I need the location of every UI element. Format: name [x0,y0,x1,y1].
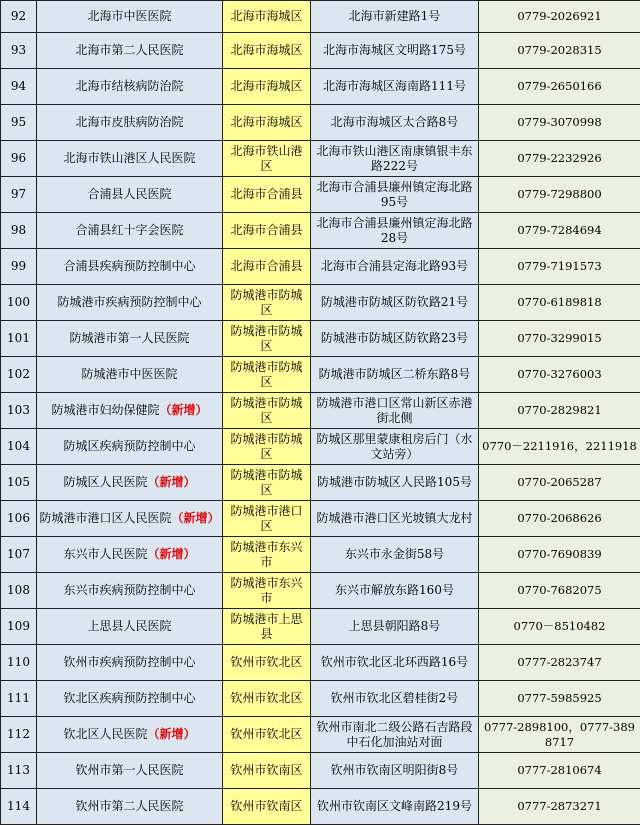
hospital-name-text: 东兴市人民医院 [63,547,147,561]
table-row [1,429,640,465]
hospital-name-text: 防城港市港口区人民医院 [39,511,171,525]
hospital-name-text: 北海市铁山港区人民医院 [63,151,195,165]
district: 防城港市防城区 [223,429,311,465]
table-row [1,141,640,177]
district: 钦州市钦南区 [223,753,311,789]
table-row [1,69,640,105]
table-row [1,465,640,501]
hospital-name [37,249,223,285]
phone-number: 0770-3276003 [479,357,640,393]
table-row [1,681,640,717]
table-row [1,33,640,69]
hospital-name [37,357,223,393]
district: 防城港市港口区 [223,501,311,537]
hospital-name [37,717,223,753]
address: 北海市合浦县定海北路93号 [311,249,479,285]
hospital-name [37,789,223,825]
address: 上思县朝阳路8号 [311,609,479,645]
table-row [1,177,640,213]
address: 北海市海城区太合路8号 [311,105,479,141]
hospital-name [37,213,223,249]
address: 北海市新建路1号 [311,1,479,33]
hospital-name-text: 北海市第二人民医院 [75,43,183,57]
district: 防城港市上思县 [223,609,311,645]
phone-number: 0777-2898100，0777-3898717 [479,717,640,753]
hospital-name [37,537,223,573]
address: 钦州市南北二级公路石吉路段中石化加油站对面 [311,717,479,753]
phone-number: 0770-7690839 [479,537,640,573]
row-number: 96 [1,141,37,177]
hospital-name-text: 合浦县人民医院 [87,187,171,201]
address: 北海市海城区文明路175号 [311,33,479,69]
district: 防城港市防城区 [223,393,311,429]
hospital-name [37,321,223,357]
row-number: 106 [1,501,37,537]
hospital-name-text: 钦州市第二人民医院 [75,799,183,813]
address: 防城区那里蒙康租房后门（水文站旁） [311,429,479,465]
row-number: 104 [1,429,37,465]
table-row [1,789,640,825]
row-number: 92 [1,1,37,33]
address: 钦州市钦南区文峰南路219号 [311,789,479,825]
phone-number: 0779-7191573 [479,249,640,285]
phone-number: 0779-2650166 [479,69,640,105]
row-number: 102 [1,357,37,393]
district: 北海市海城区 [223,69,311,105]
phone-number: 0770-2065287 [479,465,640,501]
hospital-name-text: 北海市皮肤病防治院 [75,115,183,129]
district: 北海市海城区 [223,33,311,69]
row-number: 95 [1,105,37,141]
hospital-name-text: 东兴市疾病预防控制中心 [63,583,195,597]
district: 钦州市钦北区 [223,645,311,681]
row-number: 100 [1,285,37,321]
address: 防城港市防城区防钦路21号 [311,285,479,321]
phone-number: 0779-3070998 [479,105,640,141]
table-row [1,501,640,537]
table-row [1,285,640,321]
phone-number: 0779-7298800 [479,177,640,213]
address: 北海市合浦县廉州镇定海北路28号 [311,213,479,249]
table-row [1,537,640,573]
phone-number: 0779-7284694 [479,213,640,249]
hospital-name [37,609,223,645]
phone-number: 0770－2211916，2211918 [479,429,640,465]
row-number: 107 [1,537,37,573]
new-badge: （新增） [148,727,196,741]
row-number: 101 [1,321,37,357]
table-row [1,573,640,609]
hospital-name [37,429,223,465]
district: 钦州市钦北区 [223,681,311,717]
hospital-name-text: 防城港市第一人民医院 [69,331,189,345]
hospital-name-text: 钦北区人民医院 [63,727,147,741]
hospital-name-text: 防城区疾病预防控制中心 [63,439,195,453]
address: 钦州市钦北区碧桂街2号 [311,681,479,717]
table-row [1,609,640,645]
hospital-name-text: 防城区人民医院 [63,475,147,489]
table-row [1,753,640,789]
district: 防城港市防城区 [223,465,311,501]
hospital-name-text: 防城港市疾病预防控制中心 [57,295,201,309]
hospital-name [37,753,223,789]
row-number: 99 [1,249,37,285]
address: 钦州市钦南区明阳街8号 [311,753,479,789]
phone-number: 0779-2028315 [479,33,640,69]
new-badge: （新增） [160,403,208,417]
hospital-name [37,573,223,609]
phone-number: 0779-2026921 [479,1,640,33]
row-number: 108 [1,573,37,609]
hospital-name [37,645,223,681]
phone-number: 0770-7682075 [479,573,640,609]
district: 北海市合浦县 [223,249,311,285]
row-number: 111 [1,681,37,717]
row-number: 112 [1,717,37,753]
hospital-name-text: 防城港市妇幼保健院 [51,403,159,417]
district: 钦州市钦北区 [223,717,311,753]
phone-number: 0777-2810674 [479,753,640,789]
address: 防城港市港口区光坡镇大龙村 [311,501,479,537]
phone-number: 0770-6189818 [479,285,640,321]
district: 北海市合浦县 [223,213,311,249]
district: 防城港市东兴市 [223,573,311,609]
row-number: 103 [1,393,37,429]
phone-number: 0770-2829821 [479,393,640,429]
address: 东兴市永金街58号 [311,537,479,573]
hospital-name-text: 钦州市第一人民医院 [75,763,183,777]
hospital-name-text: 合浦县红十字会医院 [75,223,183,237]
district: 北海市海城区 [223,105,311,141]
row-number: 113 [1,753,37,789]
table-body [1,1,640,825]
address: 防城港市防城区防钦路23号 [311,321,479,357]
address: 北海市合浦县廉州镇定海北路95号 [311,177,479,213]
address: 防城港市防城区人民路105号 [311,465,479,501]
district: 防城港市防城区 [223,357,311,393]
phone-number: 0770－8510482 [479,609,640,645]
district: 北海市海城区 [223,1,311,33]
phone-number: 0770-3299015 [479,321,640,357]
district: 北海市铁山港区 [223,141,311,177]
district: 钦州市钦南区 [223,789,311,825]
hospital-name [37,141,223,177]
hospital-name-text: 北海市结核病防治院 [75,79,183,93]
row-number: 98 [1,213,37,249]
table-row [1,1,640,33]
table-row [1,357,640,393]
address: 钦州市钦北区北环西路16号 [311,645,479,681]
hospital-name-text: 合浦县疾病预防控制中心 [63,259,195,273]
hospital-name-text: 钦北区疾病预防控制中心 [63,691,195,705]
address: 防城港市港口区常山新区赤港街北侧 [311,393,479,429]
row-number: 97 [1,177,37,213]
hospital-name [37,177,223,213]
row-number: 105 [1,465,37,501]
hospital-name [37,69,223,105]
phone-number: 0779-2232926 [479,141,640,177]
table-row [1,645,640,681]
address: 东兴市解放东路160号 [311,573,479,609]
new-badge: （新增） [148,547,196,561]
district: 防城港市防城区 [223,321,311,357]
table-row [1,249,640,285]
table-row [1,105,640,141]
phone-number: 0770-2068626 [479,501,640,537]
row-number: 114 [1,789,37,825]
hospital-name-text: 钦州市疾病预防控制中心 [63,655,195,669]
row-number: 109 [1,609,37,645]
table-row [1,213,640,249]
hospital-name-text: 北海市中医医院 [87,9,171,23]
hospital-name [37,1,223,33]
hospital-name-text: 上思县人民医院 [87,619,171,633]
phone-number: 0777-5985925 [479,681,640,717]
hospital-name [37,285,223,321]
row-number: 93 [1,33,37,69]
hospital-name [37,681,223,717]
hospital-name [37,393,223,429]
address: 北海市铁山港区南康镇银丰东路222号 [311,141,479,177]
district: 防城港市防城区 [223,285,311,321]
new-badge: （新增） [148,475,196,489]
table-row [1,393,640,429]
hospital-name [37,501,223,537]
table-row [1,717,640,753]
district: 防城港市东兴市 [223,537,311,573]
table-row [1,321,640,357]
address: 北海市海城区海南路111号 [311,69,479,105]
hospital-name [37,465,223,501]
hospital-name [37,105,223,141]
hospital-name-text: 防城港市中医医院 [81,367,177,381]
district: 北海市合浦县 [223,177,311,213]
row-number: 110 [1,645,37,681]
new-badge: （新增） [172,511,220,525]
address: 防城港市防城区二桥东路8号 [311,357,479,393]
phone-number: 0777-2873271 [479,789,640,825]
hospital-name [37,33,223,69]
phone-number: 0777-2823747 [479,645,640,681]
row-number: 94 [1,69,37,105]
